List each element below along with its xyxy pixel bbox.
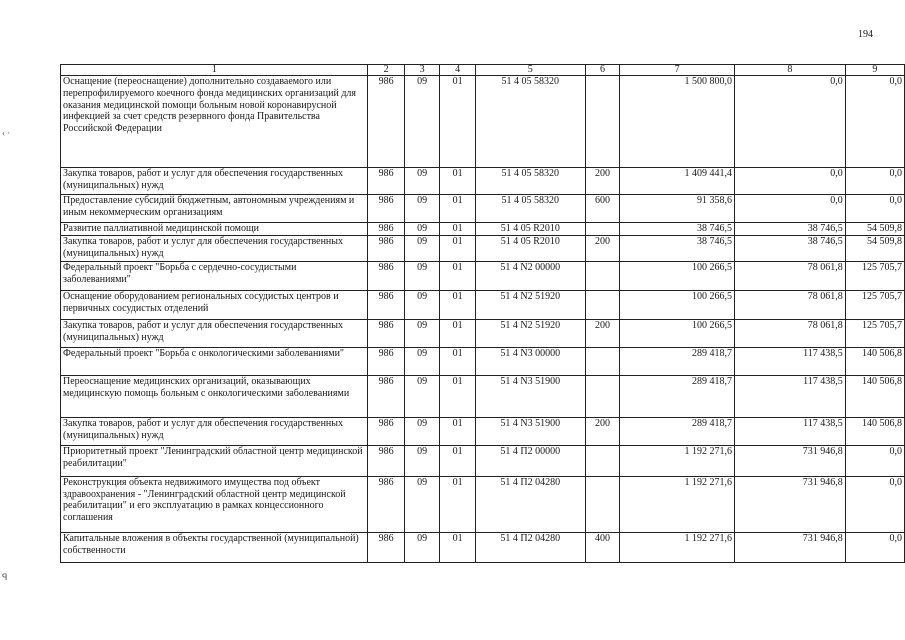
row-col-6 — [585, 223, 620, 236]
row-col-5: 51 4 П2 04280 — [475, 532, 585, 562]
row-col-3: 09 — [404, 195, 439, 223]
table-row — [61, 445, 905, 476]
row-col-7: 91 358,6 — [620, 195, 735, 223]
row-col-5: 51 4 05 R2010 — [475, 223, 585, 236]
table-row — [61, 417, 905, 445]
row-col-8: 78 061,8 — [735, 290, 846, 319]
row-col-7: 100 266,5 — [620, 261, 735, 290]
row-col-4: 01 — [440, 347, 475, 375]
row-col-8: 0,0 — [735, 195, 846, 223]
row-col-9: 0,0 — [845, 445, 904, 476]
row-col-6 — [585, 76, 620, 168]
row-col-4: 01 — [440, 76, 475, 168]
row-col-3: 09 — [404, 76, 439, 168]
row-col-7: 1 500 800,0 — [620, 76, 735, 168]
row-description: Приоритетный проект "Ленинградский областной центр медицинской реабилитации" — [61, 445, 368, 476]
row-col-7: 38 746,5 — [620, 235, 735, 261]
page-number: 194 — [858, 29, 873, 40]
table-row — [61, 290, 905, 319]
row-col-5: 51 4 П2 04280 — [475, 476, 585, 532]
row-col-8: 0,0 — [735, 168, 846, 195]
row-col-6: 600 — [585, 195, 620, 223]
row-col-7: 289 418,7 — [620, 375, 735, 417]
row-description: Оснащение (переоснащение) дополнительно создаваемого или перепрофилируемого коечного фонда медицинских организаций для оказания медицинской помощи больным новой коронавирусной инфекцией за счет средств резервного фонда Правительства Российской Федерации — [61, 76, 368, 168]
row-description: Федеральный проект "Борьба с сердечно-сосудистыми заболеваниями" — [61, 261, 368, 290]
row-col-4: 01 — [440, 417, 475, 445]
row-col-3: 09 — [404, 375, 439, 417]
header-col-5: 5 — [475, 65, 585, 76]
table-header-row — [61, 65, 905, 76]
row-col-4: 01 — [440, 375, 475, 417]
row-col-4: 01 — [440, 235, 475, 261]
row-description: Федеральный проект "Борьба с онкологическими заболеваниями" — [61, 347, 368, 375]
row-col-6 — [585, 476, 620, 532]
row-col-7: 100 266,5 — [620, 319, 735, 347]
row-col-8: 0,0 — [735, 76, 846, 168]
row-description: Капитальные вложения в объекты государственной (муниципальной) собственности — [61, 532, 368, 562]
row-col-5: 51 4 05 58320 — [475, 168, 585, 195]
row-col-3: 09 — [404, 261, 439, 290]
row-col-2: 986 — [368, 195, 405, 223]
row-col-4: 01 — [440, 261, 475, 290]
row-col-8: 731 946,8 — [735, 532, 846, 562]
row-col-5: 51 4 05 58320 — [475, 76, 585, 168]
row-col-5: 51 4 N2 51920 — [475, 319, 585, 347]
row-col-3: 09 — [404, 235, 439, 261]
row-col-4: 01 — [440, 223, 475, 236]
row-description: Предоставление субсидий бюджетным, автономным учреждениям и иным некоммерческим организациям — [61, 195, 368, 223]
row-col-3: 09 — [404, 347, 439, 375]
header-col-3: 3 — [404, 65, 439, 76]
row-col-8: 731 946,8 — [735, 445, 846, 476]
table-row — [61, 235, 905, 261]
row-col-9: 0,0 — [845, 476, 904, 532]
row-col-4: 01 — [440, 290, 475, 319]
row-description: Закупка товаров, работ и услуг для обеспечения государственных (муниципальных) нужд — [61, 417, 368, 445]
row-col-3: 09 — [404, 445, 439, 476]
row-col-4: 01 — [440, 476, 475, 532]
row-col-3: 09 — [404, 417, 439, 445]
row-col-4: 01 — [440, 445, 475, 476]
row-col-8: 731 946,8 — [735, 476, 846, 532]
table-row — [61, 168, 905, 195]
row-col-2: 986 — [368, 347, 405, 375]
row-col-4: 01 — [440, 319, 475, 347]
row-col-9: 125 705,7 — [845, 319, 904, 347]
row-description: Закупка товаров, работ и услуг для обеспечения государственных (муниципальных) нужд — [61, 319, 368, 347]
table-row — [61, 195, 905, 223]
table-row — [61, 532, 905, 562]
scan-margin-mark: ꟼ — [2, 572, 8, 582]
row-col-5: 51 4 N2 51920 — [475, 290, 585, 319]
table-row — [61, 347, 905, 375]
header-col-7: 7 — [620, 65, 735, 76]
row-col-9: 54 509,8 — [845, 235, 904, 261]
header-col-8: 8 — [735, 65, 846, 76]
row-col-5: 51 4 05 R2010 — [475, 235, 585, 261]
row-col-7: 100 266,5 — [620, 290, 735, 319]
row-col-7: 289 418,7 — [620, 347, 735, 375]
row-col-5: 51 4 П2 00000 — [475, 445, 585, 476]
header-col-6: 6 — [585, 65, 620, 76]
row-col-5: 51 4 N2 00000 — [475, 261, 585, 290]
row-col-6: 200 — [585, 168, 620, 195]
row-col-6 — [585, 261, 620, 290]
row-col-8: 117 438,5 — [735, 375, 846, 417]
table-row — [61, 76, 905, 168]
row-col-4: 01 — [440, 532, 475, 562]
row-col-2: 986 — [368, 290, 405, 319]
row-col-6 — [585, 290, 620, 319]
row-col-9: 125 705,7 — [845, 290, 904, 319]
row-col-5: 51 4 N3 51900 — [475, 375, 585, 417]
row-col-7: 1 192 271,6 — [620, 445, 735, 476]
row-col-9: 0,0 — [845, 532, 904, 562]
row-col-7: 1 192 271,6 — [620, 532, 735, 562]
row-col-6: 200 — [585, 417, 620, 445]
row-description: Переоснащение медицинских организаций, оказывающих медицинскую помощь больным с онкологическими заболеваниями — [61, 375, 368, 417]
row-col-7: 38 746,5 — [620, 223, 735, 236]
row-col-2: 986 — [368, 532, 405, 562]
row-col-5: 51 4 05 58320 — [475, 195, 585, 223]
row-col-8: 117 438,5 — [735, 347, 846, 375]
table-row — [61, 476, 905, 532]
row-col-9: 140 506,8 — [845, 417, 904, 445]
row-description: Развитие паллиативной медицинской помощи — [61, 223, 368, 236]
row-col-6: 400 — [585, 532, 620, 562]
row-col-2: 986 — [368, 445, 405, 476]
row-col-9: 125 705,7 — [845, 261, 904, 290]
header-col-1: 1 — [61, 65, 368, 76]
row-col-8: 78 061,8 — [735, 261, 846, 290]
row-col-4: 01 — [440, 195, 475, 223]
row-col-6 — [585, 375, 620, 417]
row-description: Реконструкция объекта недвижимого имущества под объект здравоохранения - "Ленинградский областной центр медицинской реабилитации" и его эксплуатацию в рамках концессионного соглашения — [61, 476, 368, 532]
row-col-2: 986 — [368, 223, 405, 236]
header-col-9: 9 — [845, 65, 904, 76]
row-col-9: 140 506,8 — [845, 347, 904, 375]
row-col-9: 0,0 — [845, 168, 904, 195]
row-col-9: 0,0 — [845, 195, 904, 223]
row-col-2: 986 — [368, 375, 405, 417]
header-col-4: 4 — [440, 65, 475, 76]
row-col-3: 09 — [404, 319, 439, 347]
table-row — [61, 319, 905, 347]
row-col-9: 140 506,8 — [845, 375, 904, 417]
row-col-7: 1 192 271,6 — [620, 476, 735, 532]
row-col-8: 78 061,8 — [735, 319, 846, 347]
table-row — [61, 223, 905, 236]
row-col-6 — [585, 347, 620, 375]
row-col-3: 09 — [404, 532, 439, 562]
row-col-8: 38 746,5 — [735, 223, 846, 236]
row-col-4: 01 — [440, 168, 475, 195]
row-col-2: 986 — [368, 168, 405, 195]
table-row — [61, 261, 905, 290]
row-col-2: 986 — [368, 319, 405, 347]
row-col-5: 51 4 N3 51900 — [475, 417, 585, 445]
row-col-3: 09 — [404, 290, 439, 319]
header-col-2: 2 — [368, 65, 405, 76]
row-col-2: 986 — [368, 235, 405, 261]
row-col-3: 09 — [404, 223, 439, 236]
row-col-7: 289 418,7 — [620, 417, 735, 445]
row-col-9: 0,0 — [845, 76, 904, 168]
row-col-2: 986 — [368, 76, 405, 168]
row-description: Оснащение оборудованием региональных сосудистых центров и первичных сосудистых отделений — [61, 290, 368, 319]
row-col-6: 200 — [585, 319, 620, 347]
scan-margin-mark: ‹ · — [2, 128, 11, 138]
row-col-6 — [585, 445, 620, 476]
row-col-3: 09 — [404, 476, 439, 532]
budget-table — [60, 64, 905, 563]
row-description: Закупка товаров, работ и услуг для обеспечения государственных (муниципальных) нужд — [61, 235, 368, 261]
row-col-8: 117 438,5 — [735, 417, 846, 445]
table-row — [61, 375, 905, 417]
row-col-7: 1 409 441,4 — [620, 168, 735, 195]
row-col-6: 200 — [585, 235, 620, 261]
row-col-3: 09 — [404, 168, 439, 195]
row-col-9: 54 509,8 — [845, 223, 904, 236]
row-col-8: 38 746,5 — [735, 235, 846, 261]
row-col-2: 986 — [368, 476, 405, 532]
row-description: Закупка товаров, работ и услуг для обеспечения государственных (муниципальных) нужд — [61, 168, 368, 195]
row-col-5: 51 4 N3 00000 — [475, 347, 585, 375]
row-col-2: 986 — [368, 261, 405, 290]
row-col-2: 986 — [368, 417, 405, 445]
